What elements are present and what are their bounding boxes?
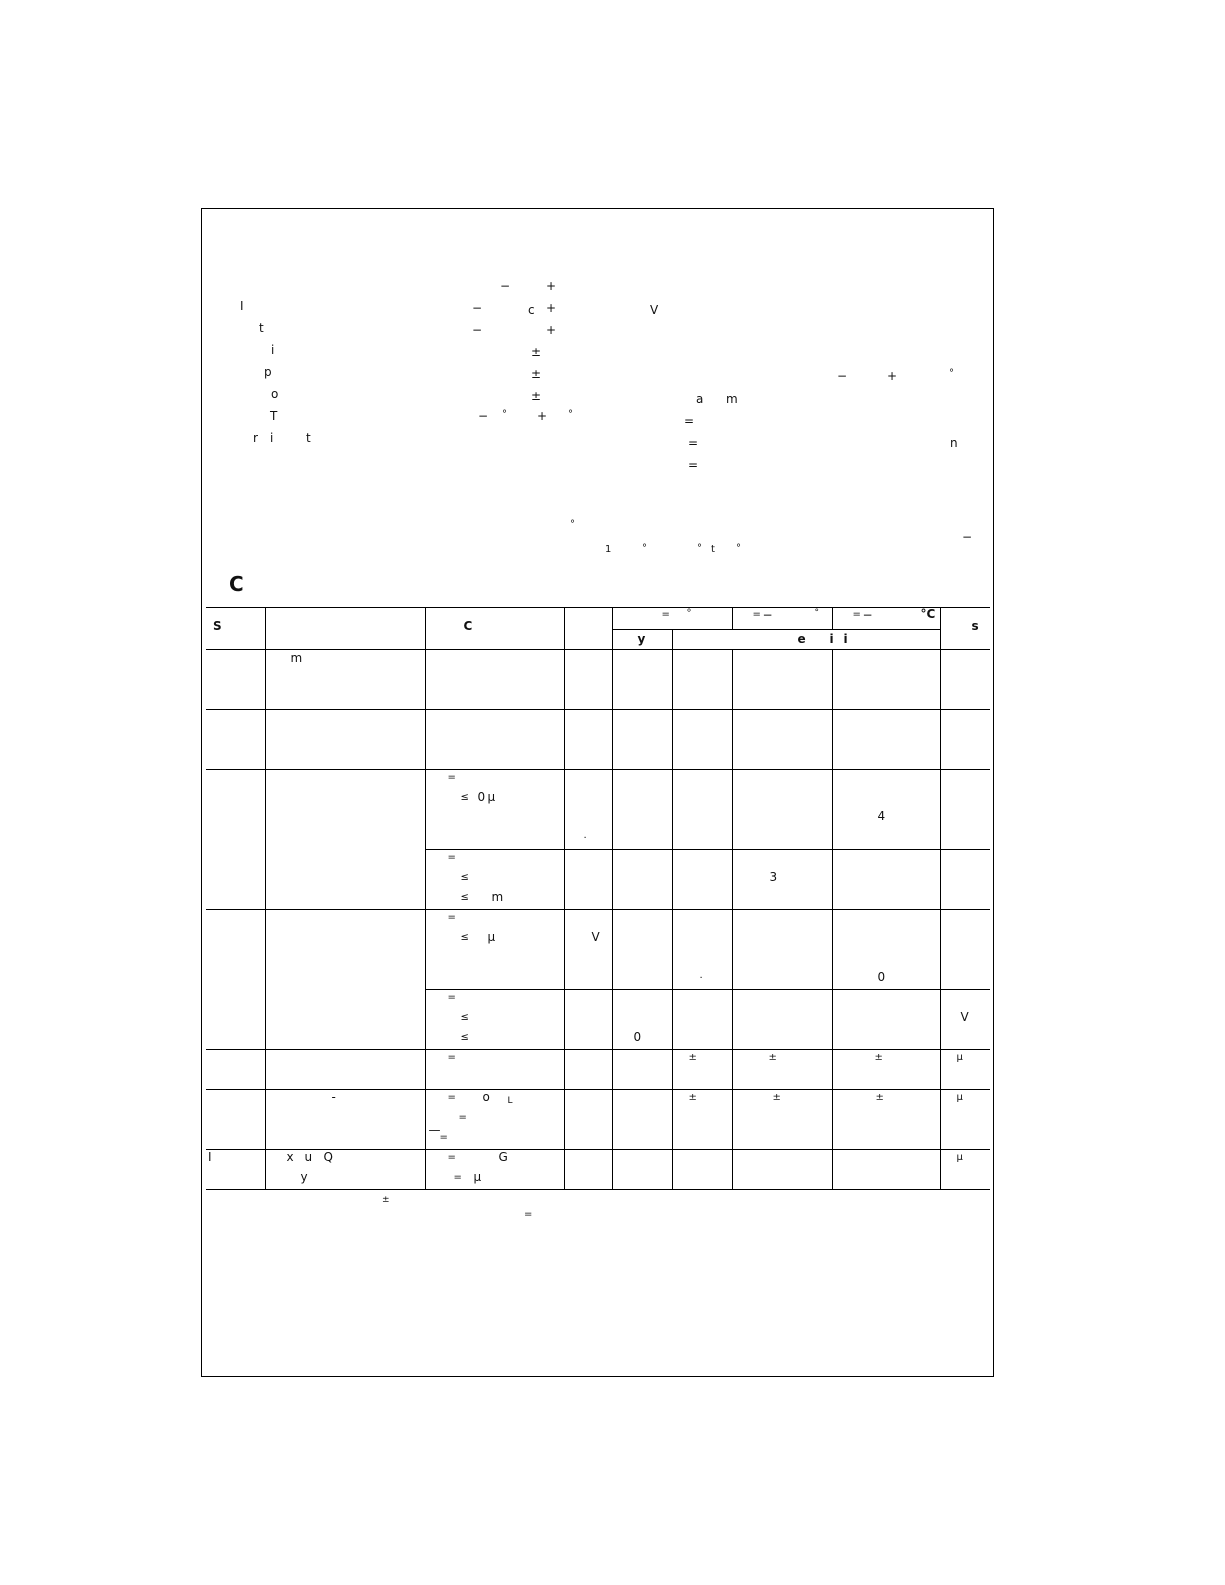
rating-label: o: [271, 387, 279, 401]
cond-glyph: =: [447, 992, 456, 1003]
header-limits-text: i: [843, 632, 848, 646]
table-row: [206, 650, 990, 710]
rating-label: T: [270, 409, 278, 423]
rating-value: +: [887, 369, 898, 383]
header-glyph: −: [862, 608, 873, 622]
footnote-glyph: ±: [382, 1195, 390, 1205]
header-glyph: −: [762, 608, 773, 622]
rating-value: +: [546, 279, 557, 293]
header-symbol: [206, 608, 265, 650]
rating-value: =: [684, 414, 695, 428]
note-glyph: −: [962, 530, 973, 544]
table-row: [206, 710, 990, 770]
cond-glyph: =: [458, 1112, 467, 1123]
rating-value: ±: [531, 389, 542, 403]
header-parameter: [265, 608, 425, 650]
rating-value: −: [478, 409, 489, 423]
header-temp-range-2: [832, 608, 940, 630]
cond-glyph: µ: [487, 790, 496, 804]
header-glyph: =: [852, 609, 861, 620]
rating-value: −: [472, 301, 483, 315]
header-temp-range-1: [732, 608, 832, 630]
cond-glyph: µ: [473, 1170, 482, 1184]
table-header-row: [206, 608, 990, 630]
rating-value: a: [696, 392, 704, 406]
header-blank: [564, 608, 612, 650]
typ-value: 0: [633, 1030, 642, 1044]
limit-value: 3: [769, 870, 778, 884]
cond-glyph: o: [482, 1090, 490, 1104]
header-typ-text: y: [637, 632, 646, 646]
cond-glyph: ≤: [460, 932, 469, 943]
limit-value: ±: [874, 1052, 883, 1063]
cond-glyph: ≤: [460, 792, 469, 803]
rating-value: °: [949, 368, 954, 379]
cond-glyph: =: [447, 772, 456, 783]
param-text: m: [290, 651, 303, 665]
header-symbol-text: S: [213, 619, 222, 633]
units-text: µ: [956, 1152, 963, 1163]
header-units-text: s: [971, 619, 979, 633]
footnote-glyph: =: [524, 1209, 533, 1220]
rating-label: t: [306, 431, 311, 445]
param-text: u: [304, 1150, 313, 1164]
param-text: Q: [323, 1150, 333, 1164]
value-glyph: V: [591, 930, 600, 944]
symbol-text: I: [208, 1150, 212, 1164]
param-text: -: [331, 1090, 336, 1104]
cond-glyph: µ: [487, 930, 496, 944]
cond-glyph: ≤: [460, 872, 469, 883]
rating-value: c: [528, 303, 535, 317]
cond-glyph: L: [507, 1096, 513, 1106]
cond-glyph: =: [439, 1132, 448, 1143]
rating-value: V: [650, 303, 659, 317]
rating-label: p: [264, 365, 272, 379]
header-limits: [672, 630, 940, 650]
header-glyph: °: [686, 608, 692, 619]
rating-label: t: [259, 321, 264, 335]
rating-value: n: [950, 436, 958, 450]
units-text: µ: [956, 1052, 963, 1063]
rating-label: I: [240, 299, 244, 313]
cond-glyph: =: [447, 912, 456, 923]
cond-glyph: =: [447, 852, 456, 863]
note-glyph: °: [736, 543, 741, 554]
header-units: [940, 608, 990, 650]
value-glyph: .: [583, 830, 587, 841]
rating-label: r: [253, 431, 258, 445]
value-glyph: .: [699, 970, 703, 981]
header-limits-text: e: [797, 632, 806, 646]
rating-value: =: [688, 458, 699, 472]
cond-glyph: =: [447, 1052, 456, 1063]
rating-value: −: [500, 279, 511, 293]
rating-value: +: [537, 409, 548, 423]
rating-label: i: [270, 431, 274, 445]
cond-glyph: m: [491, 890, 504, 904]
rating-label: i: [271, 343, 275, 357]
rating-value: °: [502, 409, 507, 420]
cond-glyph: ≤: [460, 1012, 469, 1023]
section-title: C: [229, 572, 244, 596]
cond-glyph: ≤: [460, 1032, 469, 1043]
header-glyph: =: [661, 609, 670, 620]
cond-glyph: ≤: [460, 892, 469, 903]
limit-value: ±: [688, 1092, 697, 1103]
param-text: x: [286, 1150, 294, 1164]
table-row: [206, 770, 990, 850]
header-typ: [612, 630, 672, 650]
note-glyph: t: [711, 544, 715, 555]
rating-value: ±: [531, 345, 542, 359]
rating-value: m: [726, 392, 738, 406]
header-temp-25: [612, 608, 732, 630]
rating-value: −: [837, 369, 848, 383]
cond-glyph: 0: [477, 790, 486, 804]
cond-glyph: =: [447, 1092, 456, 1103]
limit-value: ±: [688, 1052, 697, 1063]
limit-value: ±: [768, 1052, 777, 1063]
header-limits-text: i: [829, 632, 834, 646]
table-row: [206, 1150, 990, 1190]
cond-glyph: —: [428, 1123, 441, 1137]
rating-value: −: [472, 323, 483, 337]
units-text: µ: [956, 1092, 963, 1103]
rating-value: ±: [531, 367, 542, 381]
header-glyph: =: [752, 609, 761, 620]
note-glyph: °: [570, 519, 575, 530]
header-glyph: °: [814, 608, 819, 618]
note-glyph: °: [642, 543, 647, 554]
table-row: [206, 1050, 990, 1090]
cond-glyph: =: [453, 1172, 462, 1183]
cond-glyph: =: [447, 1152, 456, 1163]
units-text: V: [960, 1010, 969, 1024]
limit-value: 4: [877, 809, 886, 823]
rating-value: °: [568, 409, 573, 420]
header-conditions: [425, 608, 564, 650]
table-row: [206, 910, 990, 990]
limit-value: ±: [875, 1092, 884, 1103]
electrical-characteristics-table: [206, 607, 990, 1190]
rating-value: =: [688, 436, 699, 450]
cond-glyph: G: [498, 1150, 508, 1164]
limit-value: ±: [772, 1092, 781, 1103]
rating-value: +: [546, 323, 557, 337]
note-glyph: 1: [605, 544, 612, 555]
limit-value: 0: [877, 970, 886, 984]
rating-value: +: [546, 301, 557, 315]
header-glyph: °C: [920, 607, 936, 621]
note-glyph: °: [697, 543, 702, 554]
param-text: y: [300, 1170, 308, 1184]
header-conditions-text: C: [463, 619, 473, 633]
table-row: [206, 1090, 990, 1150]
